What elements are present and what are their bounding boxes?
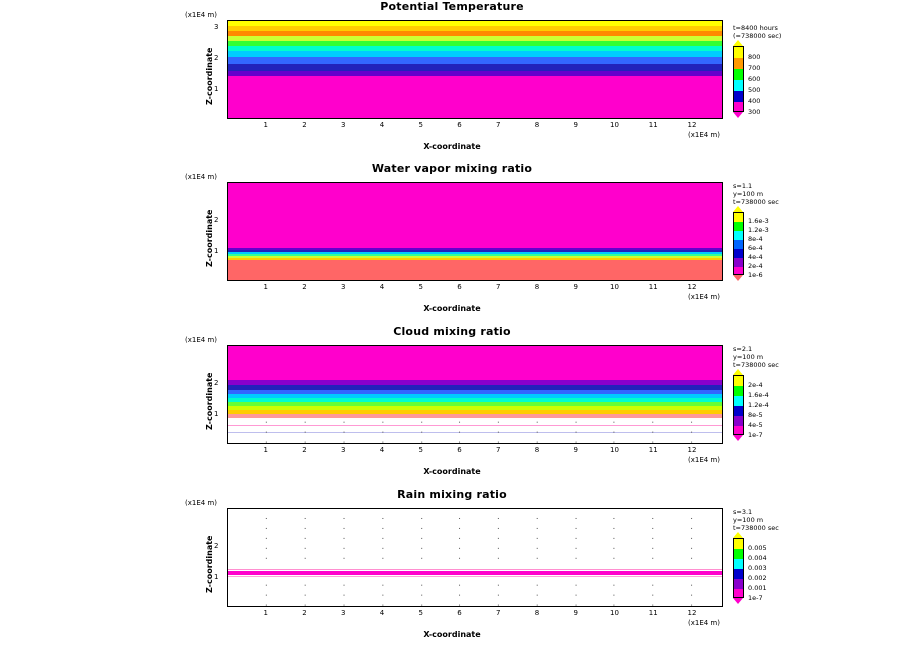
x-tick-label: 11	[648, 609, 658, 617]
y-tick-label: 1	[214, 85, 219, 93]
x-tick-label: 4	[379, 446, 385, 454]
colorbar-segment	[734, 58, 743, 69]
x-tick-label: 7	[496, 446, 501, 454]
x-tick-label: 3	[341, 446, 346, 454]
plot-area	[227, 345, 723, 444]
y-tick-label: 3	[214, 23, 219, 31]
x-axis-ticks	[227, 446, 723, 458]
chart-title: Potential Temperature	[380, 0, 524, 13]
colorbar	[733, 375, 744, 435]
colorbar-tick-label: 400	[748, 97, 761, 105]
x-axis-label: X-coordinate	[423, 467, 481, 476]
x-tick-label: 7	[496, 121, 501, 129]
colorbar-segment	[734, 231, 743, 240]
contour-bands	[228, 21, 722, 118]
y-tick-label: 1	[214, 410, 219, 418]
x-tick-label: 1	[263, 446, 268, 454]
x-tick-label: 1	[263, 609, 268, 617]
contour-line	[228, 432, 722, 433]
chart-title: Cloud mixing ratio	[393, 325, 511, 338]
colorbar-segment	[734, 102, 743, 112]
colorbar-segment	[734, 589, 743, 598]
plot-area	[227, 508, 723, 607]
x-tick-label: 10	[610, 609, 619, 617]
colorbar-segment	[734, 396, 743, 406]
colorbar-segment	[734, 80, 743, 91]
x-tick-label: 10	[610, 446, 619, 454]
x-axis-label: X-coordinate	[423, 142, 481, 151]
colorbar-tick-label: 4e-5	[748, 421, 763, 429]
x-tick-label: 11	[648, 446, 658, 454]
colorbar-segment	[734, 559, 743, 569]
y-tick-label: 2	[214, 54, 219, 62]
plot-area	[227, 182, 723, 281]
colorbar-segment	[734, 69, 743, 80]
x-tick-label: 12	[687, 446, 697, 454]
contour-band	[228, 260, 722, 281]
x-tick-label: 9	[573, 283, 578, 291]
contour-band	[228, 64, 722, 71]
annotation-time: t=8400 hours	[733, 24, 778, 32]
contour-line	[228, 569, 722, 570]
x-tick-label: 5	[418, 609, 423, 617]
annotation-time: t=738000 sec	[733, 198, 779, 206]
annotation-s: s=3.1	[733, 508, 753, 516]
contour-band	[228, 76, 722, 119]
colorbar-tick-label: 8e-4	[748, 235, 763, 243]
y-axis-unit-top: (x1E4 m)	[185, 11, 217, 19]
colorbar-tick-label: 1.2e-4	[748, 401, 769, 409]
contour-bands	[228, 509, 722, 606]
x-tick-label: 6	[457, 446, 462, 454]
x-axis-unit: (x1E4 m)	[688, 293, 720, 301]
x-tick-label: 2	[302, 121, 307, 129]
x-tick-label: 6	[457, 609, 462, 617]
x-axis-label: X-coordinate	[423, 304, 481, 313]
contour-band	[228, 418, 722, 444]
colorbar-segment	[734, 222, 743, 231]
x-axis-unit: (x1E4 m)	[688, 619, 720, 627]
colorbar-tick-label: 0.005	[748, 544, 767, 552]
colorbar-tick-label: 700	[748, 64, 761, 72]
colorbar-tick-label: 4e-4	[748, 253, 763, 261]
colorbar-arrow-down-icon	[733, 275, 743, 281]
annotation-y: y=100 m	[733, 190, 764, 198]
colorbar-tick-label: 1.2e-3	[748, 226, 769, 234]
x-tick-label: 11	[648, 283, 658, 291]
colorbar-tick-label: 600	[748, 75, 761, 83]
x-tick-label: 2	[302, 446, 307, 454]
x-tick-label: 2	[302, 609, 307, 617]
colorbar-segment	[734, 416, 743, 426]
colorbar-annotation	[733, 182, 779, 206]
x-tick-label: 11	[648, 121, 658, 129]
x-tick-label: 9	[573, 446, 578, 454]
y-tick-label: 1	[214, 247, 219, 255]
x-tick-label: 5	[418, 446, 423, 454]
x-axis-ticks	[227, 283, 723, 295]
x-axis-ticks	[227, 609, 723, 621]
y-axis-label: Z-coordinate	[205, 47, 214, 105]
colorbar-segment	[734, 91, 743, 102]
contour-band	[228, 183, 722, 248]
y-axis-unit-top: (x1E4 m)	[185, 499, 217, 507]
panel-potential-temperature	[0, 0, 904, 158]
colorbar-segment	[734, 258, 743, 267]
colorbar-tick-label: 2e-4	[748, 381, 763, 389]
x-tick-label: 8	[534, 121, 540, 129]
chart-title: Rain mixing ratio	[397, 488, 507, 501]
colorbar-tick-label: 1e-7	[748, 431, 763, 439]
annotation-y: y=100 m	[733, 516, 764, 524]
panel-water-vapor-mixing-ratio	[0, 162, 904, 320]
y-tick-label: 2	[214, 216, 219, 224]
contour-line	[228, 576, 722, 577]
y-tick-label: 2	[214, 542, 219, 550]
x-tick-label: 4	[379, 609, 385, 617]
colorbar-tick-label: 1.6e-3	[748, 217, 769, 225]
colorbar-tick-label: 2e-4	[748, 262, 763, 270]
x-tick-label: 12	[687, 283, 697, 291]
x-tick-label: 5	[418, 121, 423, 129]
x-tick-label: 9	[573, 609, 578, 617]
contour-band	[228, 57, 722, 64]
x-tick-label: 8	[534, 446, 540, 454]
x-tick-label: 8	[534, 283, 540, 291]
colorbar-segment	[734, 426, 743, 435]
x-tick-label: 10	[610, 283, 619, 291]
colorbar	[733, 46, 744, 112]
contour-band	[228, 571, 722, 575]
x-tick-label: 7	[496, 283, 501, 291]
colorbar-segment	[734, 539, 743, 549]
colorbar-segment	[734, 579, 743, 589]
colorbar-segment	[734, 569, 743, 579]
x-tick-label: 7	[496, 609, 501, 617]
x-tick-label: 8	[534, 609, 540, 617]
colorbar-tick-label: 1e-7	[748, 594, 763, 602]
x-tick-label: 4	[379, 121, 385, 129]
annotation-s: s=2.1	[733, 345, 753, 353]
x-tick-label: 1	[263, 121, 268, 129]
colorbar-tick-label: 0.004	[748, 554, 767, 562]
colorbar	[733, 212, 744, 275]
y-axis-unit-top: (x1E4 m)	[185, 336, 217, 344]
x-tick-label: 3	[341, 121, 346, 129]
x-axis-unit: (x1E4 m)	[688, 131, 720, 139]
colorbar-annotation	[733, 24, 781, 40]
colorbar-tick-label: 0.001	[748, 584, 767, 592]
colorbar-segment	[734, 267, 743, 275]
x-tick-label: 12	[687, 609, 697, 617]
annotation-time: t=738000 sec	[733, 524, 779, 532]
colorbar-tick-label: 0.003	[748, 564, 767, 572]
colorbar-tick-label: 500	[748, 86, 761, 94]
colorbar-arrow-down-icon	[733, 112, 743, 118]
colorbar-arrow-down-icon	[733, 598, 743, 604]
colorbar-segment	[734, 213, 743, 222]
colorbar-tick-label: 1.6e-4	[748, 391, 769, 399]
x-tick-label: 6	[457, 283, 462, 291]
colorbar-tick-label: 1e-6	[748, 271, 763, 279]
panel-rain-mixing-ratio	[0, 488, 904, 654]
annotation-time: t=738000 sec	[733, 361, 779, 369]
x-tick-label: 3	[341, 609, 346, 617]
x-tick-label: 9	[573, 121, 578, 129]
x-tick-label: 12	[687, 121, 697, 129]
colorbar-tick-label: 8e-5	[748, 411, 763, 419]
panel-cloud-mixing-ratio	[0, 325, 904, 483]
plot-area	[227, 20, 723, 119]
contour-band	[228, 346, 722, 380]
annotation-seconds: (=738000 sec)	[733, 32, 782, 40]
y-axis-label: Z-coordinate	[205, 372, 214, 430]
x-tick-label: 1	[263, 283, 268, 291]
colorbar-segment	[734, 47, 743, 58]
x-tick-label: 3	[341, 283, 346, 291]
y-axis-unit-top: (x1E4 m)	[185, 173, 217, 181]
y-tick-label: 1	[214, 573, 219, 581]
colorbar-segment	[734, 376, 743, 386]
colorbar	[733, 538, 744, 598]
colorbar-segment	[734, 549, 743, 559]
x-axis-unit: (x1E4 m)	[688, 456, 720, 464]
x-axis-label: X-coordinate	[423, 630, 481, 639]
x-axis-ticks	[227, 121, 723, 133]
contour-line	[228, 425, 722, 426]
colorbar-annotation	[733, 508, 779, 532]
annotation-y: y=100 m	[733, 353, 764, 361]
annotation-s: s=1.1	[733, 182, 753, 190]
colorbar-segment	[734, 386, 743, 396]
colorbar-segment	[734, 240, 743, 249]
chart-title: Water vapor mixing ratio	[371, 162, 533, 175]
y-tick-label: 2	[214, 379, 219, 387]
colorbar-segment	[734, 249, 743, 258]
contour-bands	[228, 183, 722, 280]
colorbar-tick-label: 300	[748, 108, 761, 116]
colorbar-segment	[734, 406, 743, 416]
x-tick-label: 10	[610, 121, 619, 129]
x-tick-label: 4	[379, 283, 385, 291]
x-tick-label: 2	[302, 283, 307, 291]
y-axis-label: Z-coordinate	[205, 535, 214, 593]
colorbar-tick-label: 0.002	[748, 574, 767, 582]
colorbar-tick-label: 6e-4	[748, 244, 763, 252]
contour-bands	[228, 346, 722, 443]
x-tick-label: 6	[457, 121, 462, 129]
y-axis-label: Z-coordinate	[205, 209, 214, 267]
colorbar-arrow-down-icon	[733, 435, 743, 441]
x-tick-label: 5	[418, 283, 423, 291]
colorbar-tick-label: 800	[748, 53, 761, 61]
colorbar-annotation	[733, 345, 779, 369]
